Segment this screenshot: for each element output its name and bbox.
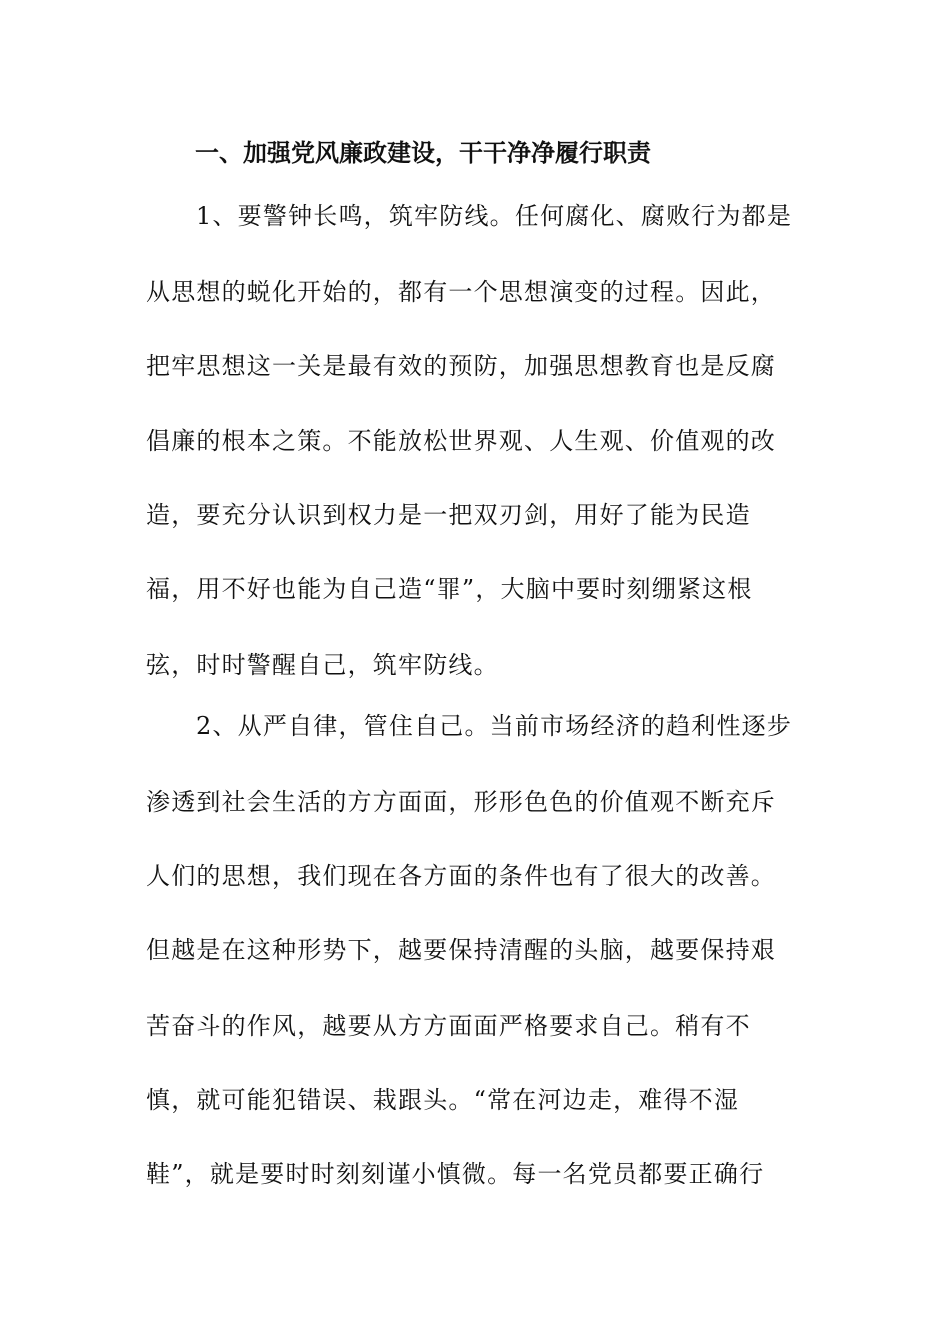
paragraph-2-line-6: 慎，就可能犯错误、栽跟头。“常在河边走，难得不湿 [146, 1086, 740, 1114]
section-heading: 一、加强党风廉政建设，干干净净履行职责 [195, 139, 651, 167]
paragraph-1-line-1: 1、要警钟长鸣，筑牢防线。任何腐化、腐败行为都是 [196, 202, 793, 230]
paragraph-2-line-7: 鞋”，就是要时时刻刻谨小慎微。每一名党员都要正确行 [146, 1160, 765, 1188]
paragraph-1-line-7: 弦，时时警醒自己，筑牢防线。 [146, 651, 499, 679]
paragraph-1-line-5: 造，要充分认识到权力是一把双刃剑，用好了能为民造 [146, 501, 751, 529]
paragraph-1-line-4: 倡廉的根本之策。不能放松世界观、人生观、价值观的改 [146, 427, 776, 455]
paragraph-2-line-2: 渗透到社会生活的方方面面，形形色色的价值观不断充斥 [146, 788, 776, 816]
paragraph-2-line-1: 2、从严自律，管住自己。当前市场经济的趋利性逐步 [196, 712, 793, 740]
paragraph-1-line-6: 福，用不好也能为自己造“罪”，大脑中要时刻绷紧这根 [146, 575, 753, 603]
paragraph-2-line-4: 但越是在这种形势下，越要保持清醒的头脑，越要保持艰 [146, 936, 776, 964]
paragraph-1-line-3: 把牢思想这一关是最有效的预防，加强思想教育也是反腐 [146, 352, 776, 380]
paragraph-2-line-3: 人们的思想，我们现在各方面的条件也有了很大的改善。 [146, 862, 776, 890]
paragraph-1-line-2: 从思想的蜕化开始的，都有一个思想演变的过程。因此， [146, 278, 776, 306]
paragraph-2-line-5: 苦奋斗的作风，越要从方方面面严格要求自己。稍有不 [146, 1012, 751, 1040]
